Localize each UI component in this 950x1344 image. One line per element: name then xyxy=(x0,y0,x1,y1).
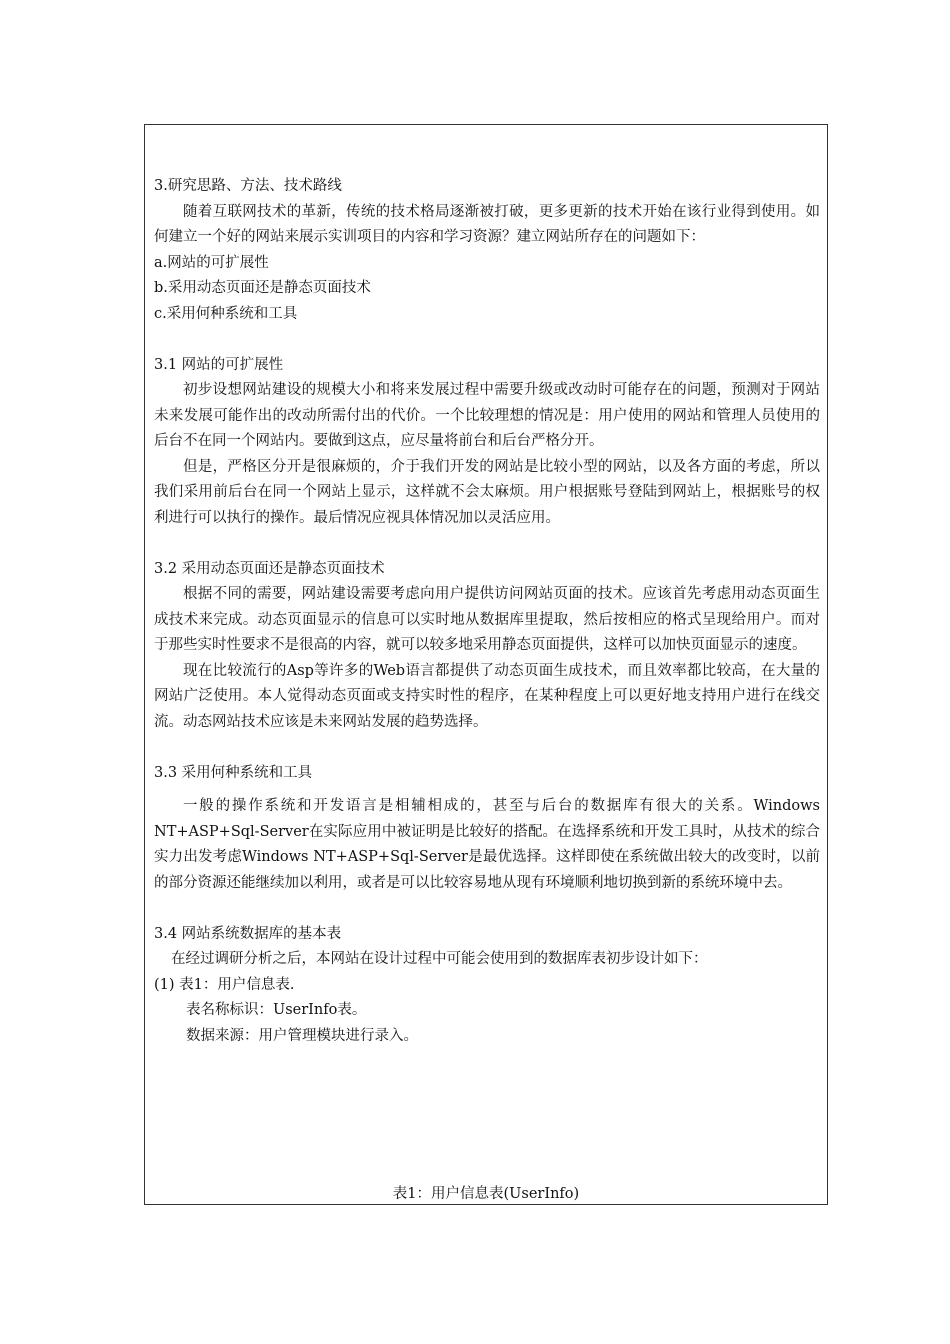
section-3-2-paragraph-2: 现在比较流行的Asp等许多的Web语言都提供了动态页面生成技术，而且效率都比较高，在大量的网站广泛使用。本人觉得动态页面或支持实时性的程序，在某种程度上可以更好地支持用户进行在线交流。动态网站技术应该是未来网站发展的趋势选择。 xyxy=(154,662,820,730)
section-3-heading: 3.研究思路、方法、技术路线 xyxy=(154,178,342,194)
table-1-title: (1) 表1：用户信息表. xyxy=(154,976,295,993)
problem-item-a: a.网站的可扩展性 xyxy=(154,254,269,271)
document-frame xyxy=(144,124,828,1205)
problem-item-b: b.采用动态页面还是静态页面技术 xyxy=(154,280,371,296)
section-3-2-paragraph-1: 根据不同的需要，网站建设需要考虑向用户提供访问网站页面的技术。应该首先考虑用动态页面生成技术来完成。动态页面显示的信息可以实时地从数据库里提取，然后按相应的格式呈现给用户。而对于那些实时性要求不是很高的内容，就可以较多地采用静态页面提供，这样可以加快页面显示的速度。 xyxy=(154,586,820,653)
section-3-2-heading: 3.2 采用动态页面还是静态页面技术 xyxy=(154,560,385,577)
table-1-caption: 表1：用户信息表(UserInfo) xyxy=(392,1186,580,1202)
section-3-4-intro: 在经过调研分析之后，本网站在设计过程中可能会使用到的数据库表初步设计如下： xyxy=(171,951,708,967)
section-3-1-paragraph-1: 初步设想网站建设的规模大小和将来发展过程中需要升级或改动时可能存在的问题，预测对于网站未来发展可能作出的改动所需付出的代价。一个比较理想的情况是：用户使用的网站和管理人员使用的后台不在同一个网站内。要做到这点，应尽量将前台和后台严格分开。 xyxy=(154,382,820,449)
section-3-1-heading: 3.1 网站的可扩展性 xyxy=(154,356,284,373)
section-3-3-paragraph: 一般的操作系统和开发语言是相辅相成的，甚至与后台的数据库有很大的关系。Windows NT+ASP+Sql-Server在实际应用中被证明是比较好的搭配。在选择系统和开发工具时，从技术的综合实力出发考虑Windows NT+ASP+Sql-Server是最优选择。这样即使在系统做出较大的改变时，以前的部分资源还能继续加以利用，或者是可以比较容易地从现有环境顺利地切换到新的系统环境中去。 xyxy=(154,798,820,891)
section-3-3-heading: 3.3 采用何种系统和工具 xyxy=(154,764,313,781)
section-3-4-heading: 3.4 网站系统数据库的基本表 xyxy=(154,925,342,942)
section-3-intro: 随着互联网技术的革新，传统的技术格局逐渐被打破，更多更新的技术开始在该行业得到使用。如何建立一个好的网站来展示实训项目的内容和学习资源？建立网站所存在的问题如下： xyxy=(154,203,820,245)
table-1-source: 数据来源：用户管理模块进行录入。 xyxy=(186,1027,418,1044)
problem-item-c: c.采用何种系统和工具 xyxy=(154,305,298,322)
table-1-name: 表名称标识：UserInfo表。 xyxy=(186,1002,367,1018)
document-body xyxy=(154,174,820,1049)
section-3-1-paragraph-2: 但是，严格区分开是很麻烦的，介于我们开发的网站是比较小型的网站，以及各方面的考虑，所以我们采用前后台在同一个网站上显示，这样就不会太麻烦。用户根据账号登陆到网站上，根据账号的权利进行可以执行的操作。最后情况应视具体情况加以灵活应用。 xyxy=(154,458,820,526)
